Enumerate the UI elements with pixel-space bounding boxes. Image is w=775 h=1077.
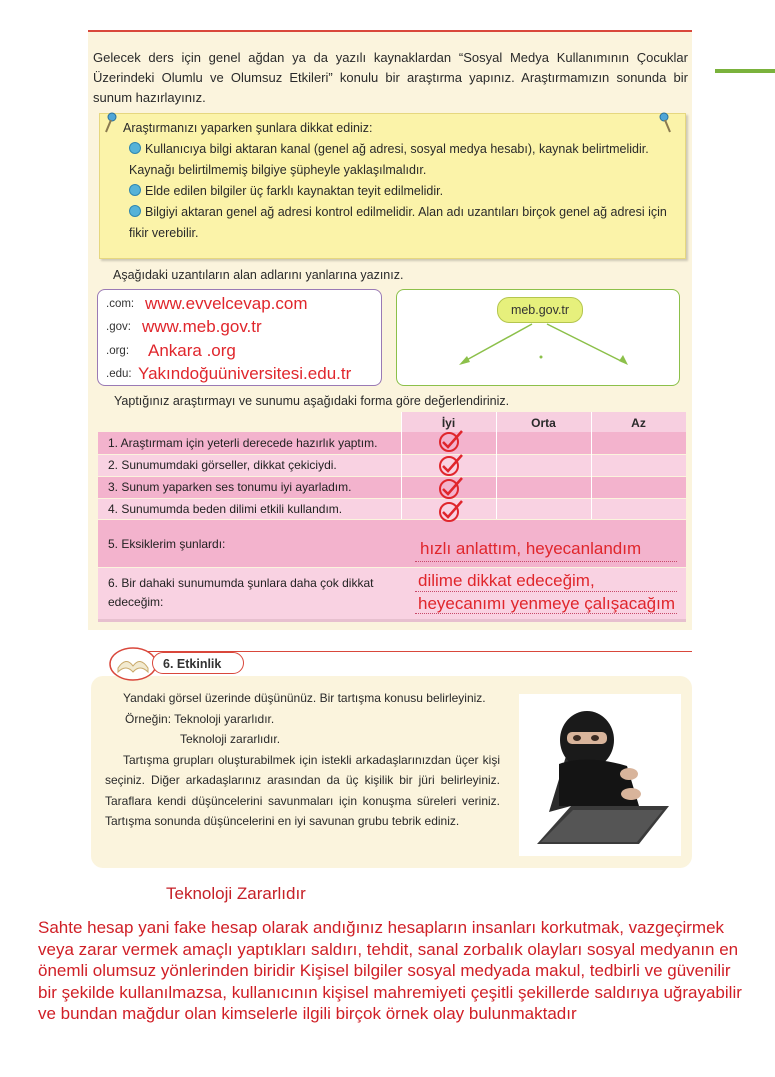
domain-answer: www.meb.gov.tr — [142, 317, 262, 336]
answer-line — [415, 561, 677, 562]
tips-title: Araştırmanızı yaparken şunlara dikkat ediniz: — [123, 121, 373, 135]
domain-ext: .gov: — [106, 321, 131, 333]
activity-tab: 6. Etkinlik — [152, 652, 244, 674]
hacker-laptop-image — [519, 694, 681, 856]
activity-example: Teknoloji zararlıdır. — [180, 732, 281, 746]
activity-paragraph: Yandaki görsel üzerinde düşününüz. Bir tartışma konusu belirleyiniz. — [123, 691, 486, 705]
domain-ext: .org: — [106, 345, 130, 357]
table-row: 1. Araştırmam için yeterli derecede hazırlık yaptım. — [98, 432, 686, 454]
bullet-icon — [129, 142, 141, 154]
domain-ext: .edu: — [106, 368, 132, 380]
domain-diagram-box — [396, 289, 680, 386]
book-icon — [108, 642, 158, 682]
next-answer: dilime dikkat edeceğim, — [418, 571, 595, 590]
answer-line — [415, 591, 677, 592]
next-answer: heyecanımı yenmeye çalışacağım — [418, 594, 676, 613]
activity-paragraph: Tartışma grupları oluşturabilmek için istekli arkadaşlarınızdan üçer kişi seçiniz. Diğer arkadaşlarınız arasından da üç kişilik bir jüri belirleyiniz. Taraflara kendi düşüncelerini savunmaları için konuşma süreleri veriniz. Tartışma sonunda düşüncelerini en iyi savunan grubu tebrik ediniz. — [105, 752, 500, 828]
bullet-icon — [129, 184, 141, 196]
evaluation-heading: Yaptığınız araştırmayı ve sunumu aşağıdaki forma göre değerlendiriniz. — [114, 394, 510, 408]
table-row: 4. Sunumumda beden dilimi etkili kullandım. — [98, 499, 686, 519]
domain-ext: .com: — [106, 298, 135, 310]
table-shadow — [98, 619, 686, 622]
bullet-icon — [129, 205, 141, 217]
activity-text — [105, 688, 500, 832]
answer-essay: Sahte hesap yani fake hesap olarak andığınız hesapların insanları korkutmak, vazgeçirmek veya zarar vermek amaçlı yaptıkları saldırı, tehdit, sanal zorbalık olayları sosyal medyanın en önemli olumsuz yönlerinden biridir Kişisel bilgiler sosyal medyada makul, tedbirli ve güvenilir bir şekilde kullanılmazsa, kullanıcının kişisel mahremiyeti çeşitli şekillerde saldırıya uğrayabilir ve bundan mağdur olan kimselerle ilgili birçok örnek olay bulunmaktadır — [38, 918, 742, 1023]
table-row: 2. Sunumumdaki görseller, dikkat çekiciydi. — [98, 455, 686, 476]
tip-item: Elde edilen bilgiler üç farklı kaynaktan teyit edilmelidir. — [109, 181, 672, 202]
answer-title: Teknoloji Zararlıdır — [166, 884, 306, 903]
column-divider — [591, 412, 592, 519]
column-divider — [496, 412, 497, 519]
column-header: Az — [631, 416, 646, 430]
domains-heading: Aşağıdaki uzantıların alan adlarını yanlarına yazınız. — [113, 268, 404, 282]
activity-example: Örneğin: Teknoloji yararlıdır. — [125, 711, 275, 726]
checkmark-icon — [437, 428, 465, 454]
table-row: 5. Eksiklerim şunlardı: — [98, 520, 686, 567]
domain-answer: Yakındoğuüniversitesi.edu.tr — [138, 364, 352, 383]
tips-content — [109, 118, 672, 244]
column-header: Orta — [531, 416, 556, 430]
page-accent-line — [715, 69, 775, 73]
tip-item: Kullanıcıya bilgi aktaran kanal (genel ağ adresi, sosyal medya hesabı), kaynak belirtmelidir. Kaynağı belirtilmemiş bilgiye şüpheyle yaklaşılmalıdır. — [129, 142, 649, 177]
table-row: 3. Sunum yaparken ses tonumu iyi ayarladım. — [98, 477, 686, 498]
tip-item: Bilgiyi aktaran genel ağ adresi kontrol edilmelidir. Alan adı uzantıları birçok genel ağ adresi için fikir verebilir. — [129, 205, 667, 240]
column-divider — [401, 412, 402, 519]
domain-answer-box — [97, 289, 382, 386]
checkmark-icon — [437, 498, 465, 524]
domain-answer: Ankara .org — [148, 341, 236, 360]
missing-answer: hızlı anlattım, heyecanlandım — [420, 539, 642, 558]
intro-paragraph: Gelecek ders için genel ağdan ya da yazılı kaynaklardan “Sosyal Medya Kullanımının Çocuklar Üzerindeki Olumlu ve Olumsuz Etkileri” konulu bir araştırma yapınız. Araştırmamızın sonunda bir sunum hazırlayınız. — [93, 50, 688, 105]
diagram-arrows — [397, 290, 679, 385]
table-row: 6. Bir dahaki sunumumda şunlara daha çok dikkat edeceğim: — [98, 568, 686, 619]
domain-answer: www.evvelcevap.com — [145, 294, 308, 313]
domain-label: meb.gov.tr — [497, 297, 583, 323]
column-header: İyi — [441, 416, 456, 430]
